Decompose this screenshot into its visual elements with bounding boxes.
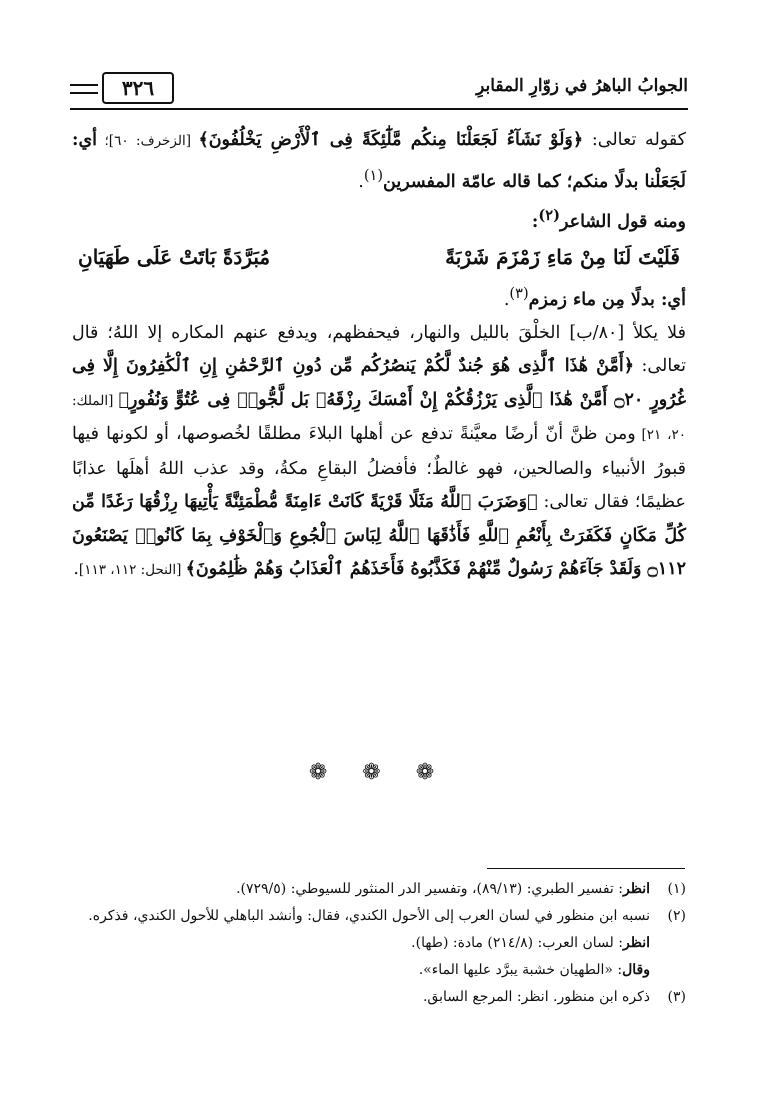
footnote-text: نسبه ابن منظور في لسان العرب إلى الأحول الكندي، فقال: وأنشد الباهلي للأحول الكندي، فذكره. (88, 908, 650, 924)
footnote-text: : لسان العرب: (٢١٤/٨) مادة: (طها). (411, 935, 623, 951)
quran-quote-3: ﴿وَضَرَبَ ٱللَّهُ مَثَلًا قَرْيَةً كَانَتْ ءَامِنَةً مُّطْمَئِنَّةً يَأْتِيهَا رِزْقُهَا رَغَدًا مِّن كُلِّ مَكَانٍ فَكَفَرَتْ بِأَنْعُمِ ٱللَّهِ فَأَذَٰقَهَا ٱللَّهُ لِبَاسَ ٱلْجُوعِ وَٱلْخَوْفِ بِمَا كَانُوا۟ يَصْنَعُونَ ۝١١٢ وَلَقَدْ جَآءَهُمْ رَسُولٌ مِّنْهُمْ فَكَذَّبُوهُ فَأَخَذَهُمُ ٱلْعَذَابُ وَهُمْ ظَٰلِمُونَ﴾ (72, 492, 686, 580)
footnote-label: انظر (623, 935, 650, 951)
footnote-number: (٢) (667, 908, 686, 924)
page-number: ٣٢٦ (110, 72, 166, 104)
poem-verse (72, 241, 686, 275)
quran-reference-2: [الملك: ٢٠، ٢١] (72, 392, 686, 444)
header-dash-ornament (70, 84, 98, 94)
paragraph-1 (72, 124, 686, 199)
footnote-number: (١) (667, 881, 686, 897)
main-text (72, 124, 686, 588)
paragraph-3 (72, 277, 686, 317)
quran-reference: [الزخرف: ٦٠]؛ (97, 133, 199, 149)
p2-text: ومنه قول الشاعر (559, 211, 686, 232)
footnote-2 (72, 903, 686, 930)
footnote-label: انظر (623, 881, 650, 897)
footnote-label: وقال (622, 962, 650, 978)
header-rule (70, 108, 688, 110)
footnote-text: ذكره ابن منظور. انظر: المرجع السابق. (422, 989, 650, 1005)
footnote-1 (72, 876, 686, 903)
footnote-number: (٣) (667, 989, 686, 1005)
footnote-2-line-2 (72, 930, 686, 957)
p4-text-a: فلا يكلأ [٨٠/ب] الخلْقَ بالليل والنهار، فيحفظهم، ويدفع عنهم المكاره إلا اللهُ؛ قال تعالى: (72, 322, 686, 377)
paragraph-4 (72, 317, 686, 588)
footnote-ref-3: (٣) (509, 284, 529, 302)
p2-end: : (531, 211, 539, 232)
poem-first-hemistich: فَلَيْتَ لَنَا مِنْ مَاءِ زَمْزَمَ شَرْبَةً (445, 245, 680, 270)
footnote-2-line-3 (72, 957, 686, 984)
p3-end: . (503, 289, 510, 310)
running-title: الجوابُ الباهرُ في زوّارِ المقابرِ (476, 76, 688, 96)
p4-text-b: ومن ظنَّ أنّ أرضًا معيَّنةً تدفع عن أهلها البلاءَ مطلقًا لخُصوصها، أو لكونها فيها قبورُ الأنبياء والصالحين، فهو غالطٌ؛ فأفضلُ البقاعِ مكةُ، وقد عذب اللهُ أهلَها عذابًا عظيمًا؛ فقال تعالى: (72, 424, 686, 513)
page-header (70, 66, 688, 114)
p1-lead: كقوله تعالى: (583, 130, 686, 150)
p1-explanation: أي: لَجَعَلْنا بدلًا منكم؛ كما قاله عامّة المفسرين (72, 130, 686, 192)
footnote-text: : تفسير الطبري: (٨٩/١٣)، وتفسير الدر المنثور للسيوطي: (٧٢٩/٥). (236, 881, 623, 897)
p4-end: . (73, 559, 79, 580)
footnote-3 (72, 984, 686, 1011)
paragraph-2 (72, 199, 686, 239)
quran-reference-3: [النحل: ١١٢، ١١٣] (78, 562, 186, 579)
footnote-ref-1: (١) (363, 166, 384, 184)
footnote-ref-2: (٢) (538, 206, 560, 224)
footnote-text: : «الطهيان خشبة يبرَّد عليها الماء». (418, 962, 623, 978)
quran-quote: ﴿وَلَوْ نَشَآءُ لَجَعَلْنَا مِنكُم مَّلَٰٓئِكَةً فِى ٱلْأَرْضِ يَخْلُفُونَ﴾ (198, 130, 584, 150)
section-ornament: ❁ ❁ ❁ (308, 760, 449, 785)
quran-quote-2: ﴿أَمَّنْ هَٰذَا ٱلَّذِى هُوَ جُندٌ لَّكُمْ يَنصُرُكُم مِّن دُونِ ٱلرَّحْمَٰنِ إِنِ ٱلْكَٰفِرُونَ إِلَّا فِى غُرُورٍ ۝٢٠ أَمَّنْ هَٰذَا ٱلَّذِى يَرْزُقُكُمْ إِنْ أَمْسَكَ رِزْقَهُۥ بَل لَّجُّوا۟ فِى عُتُوٍّ وَنُفُورٍ﴾ (72, 356, 686, 410)
p3-text: أي: بدلًا مِن ماء زمزم (528, 289, 686, 310)
p1-end: . (358, 171, 364, 192)
footnote-rule (487, 868, 685, 869)
footnotes (72, 876, 686, 1011)
poem-second-hemistich: مُبَرَّدَةً بَاتَتْ عَلَى طَهَيَانِ (78, 245, 271, 270)
